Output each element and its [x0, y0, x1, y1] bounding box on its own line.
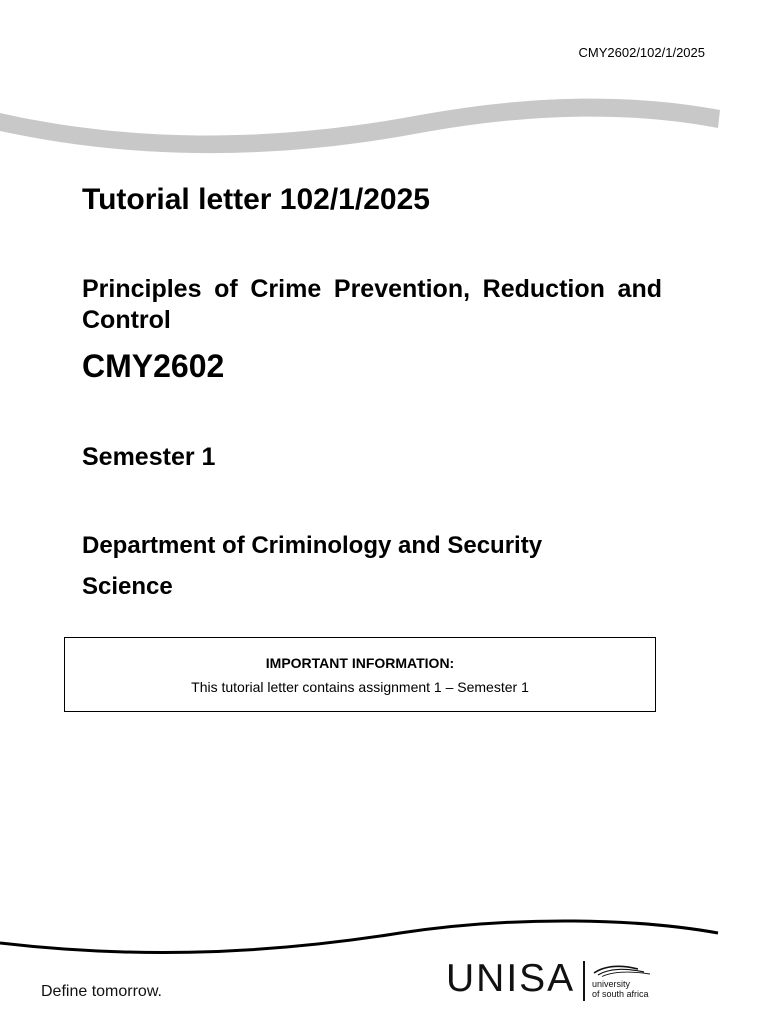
- logo-subtitle-line1: university: [592, 979, 631, 989]
- tagline: Define tomorrow.: [41, 983, 162, 1000]
- logo-subtitle-line2: of south africa: [592, 989, 649, 999]
- document-reference: CMY2602/102/1/2025: [578, 45, 705, 60]
- module-code: CMY2602: [82, 348, 225, 384]
- unisa-logo: [446, 955, 666, 1005]
- logo-swoosh-icon: [592, 963, 652, 977]
- module-name: Principles of Crime Prevention, Reduction and Control: [82, 275, 662, 334]
- bottom-wave-line: [0, 921, 718, 953]
- important-information-box: [64, 637, 656, 712]
- top-wave-decoration: [0, 85, 768, 165]
- logo-subtitle: [592, 979, 649, 999]
- logo-divider: [583, 961, 585, 1001]
- top-wave-band: [0, 99, 720, 154]
- info-box-heading: IMPORTANT INFORMATION:: [265, 655, 455, 671]
- info-box-text: This tutorial letter contains assignment 1 – Semester 1: [191, 679, 529, 695]
- semester-label: Semester 1: [82, 443, 216, 471]
- tutorial-letter-title: Tutorial letter 102/1/2025: [82, 183, 430, 216]
- department-name: Department of Criminology and Security Science: [82, 532, 543, 600]
- logo-wordmark: UNISA: [446, 957, 576, 1000]
